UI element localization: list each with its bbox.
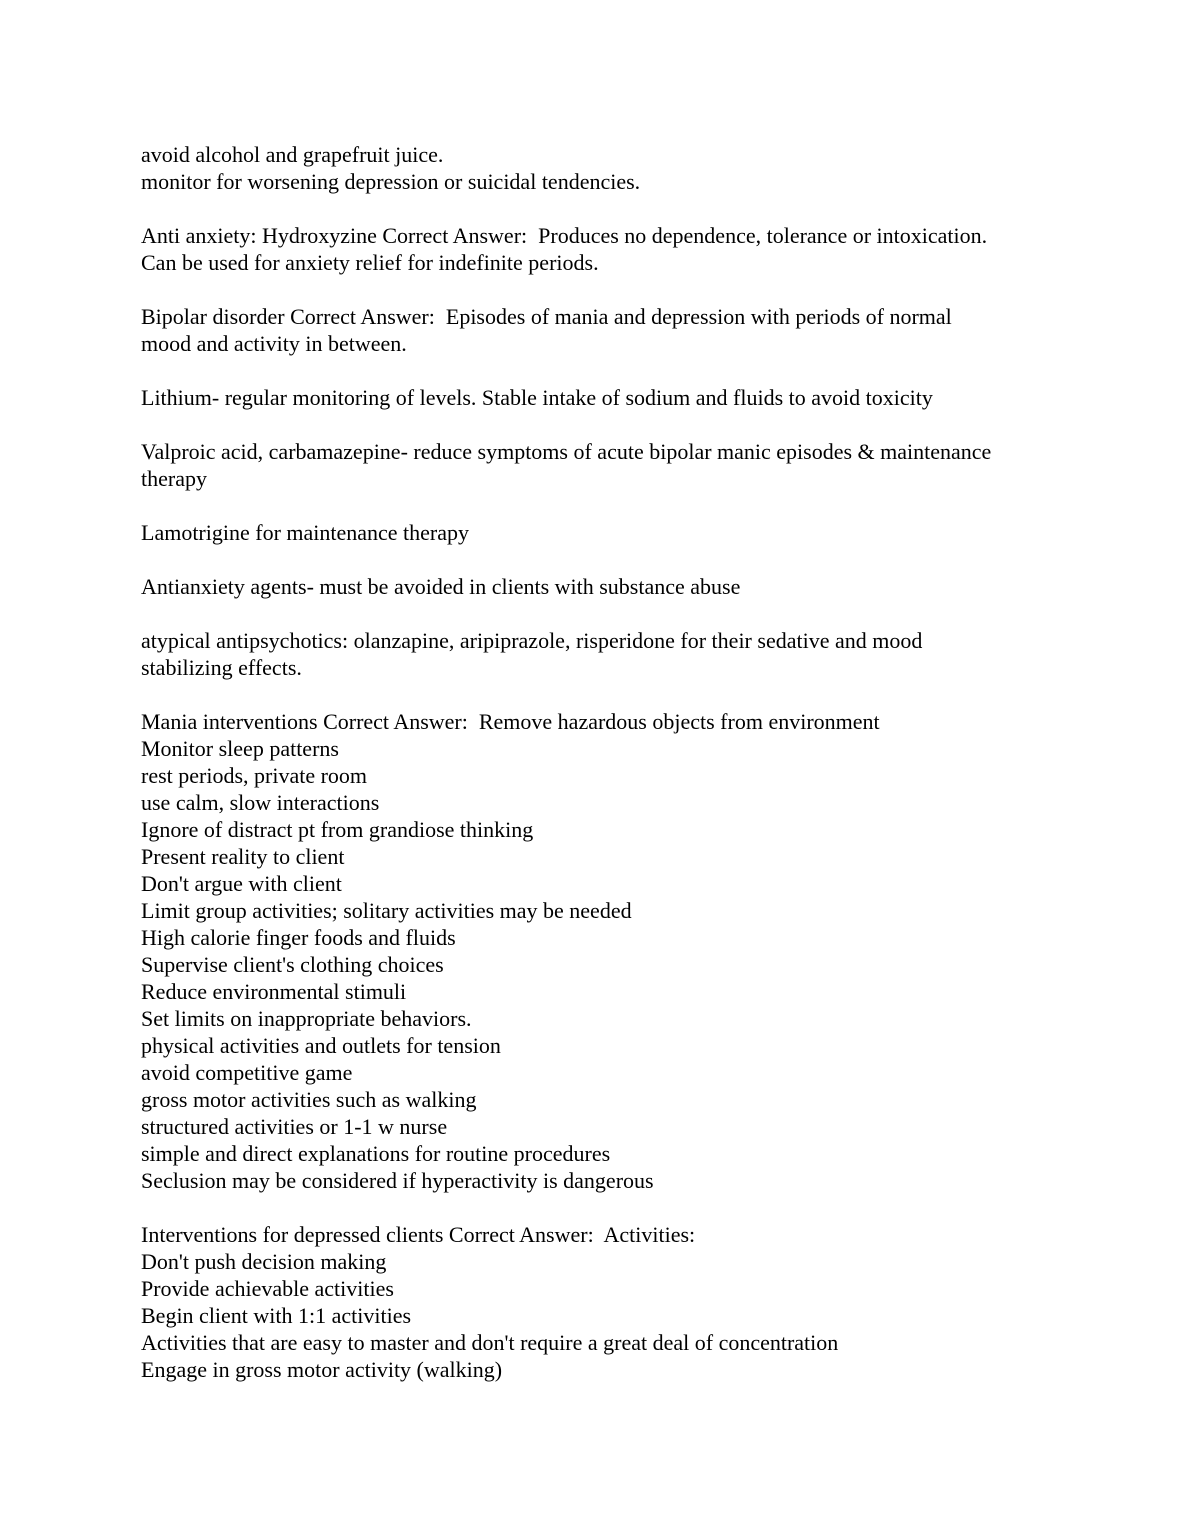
paragraph [141, 627, 1101, 681]
paragraph [141, 1221, 1101, 1383]
text-line: Begin client with 1:1 activities [141, 1303, 412, 1328]
paragraph [141, 384, 1101, 411]
text-line: Antianxiety agents- must be avoided in clients with substance abuse [141, 574, 741, 599]
text-line: stabilizing effects. [141, 655, 302, 680]
text-line: High calorie finger foods and fluids [141, 925, 456, 950]
text-line: Engage in gross motor activity (walking) [141, 1357, 503, 1382]
text-line: mood and activity in between. [141, 331, 407, 356]
text-line: Reduce environmental stimuli [141, 979, 407, 1004]
text-line: physical activities and outlets for tension [141, 1033, 501, 1058]
text-line: Present reality to client [141, 844, 345, 869]
paragraph [141, 141, 1101, 195]
text-line: Activities that are easy to master and don't require a great deal of concentration [141, 1330, 839, 1355]
text-line: Don't push decision making [141, 1249, 387, 1274]
paragraph [141, 573, 1101, 600]
text-line: Bipolar disorder Correct Answer: Episodes of mania and depression with periods of normal [141, 304, 952, 329]
text-line: Mania interventions Correct Answer: Remove hazardous objects from environment [141, 709, 880, 734]
paragraph [141, 303, 1101, 357]
text-line: Monitor sleep patterns [141, 736, 339, 761]
text-line: simple and direct explanations for routine procedures [141, 1141, 611, 1166]
document-page [141, 141, 1101, 1410]
text-line: Anti anxiety: Hydroxyzine Correct Answer: Produces no dependence, tolerance or intoxication. [141, 223, 988, 248]
text-line: rest periods, private room [141, 763, 368, 788]
text-line: structured activities or 1-1 w nurse [141, 1114, 448, 1139]
text-line: gross motor activities such as walking [141, 1087, 477, 1112]
text-line: Interventions for depressed clients Correct Answer: Activities: [141, 1222, 696, 1247]
text-line: Lithium- regular monitoring of levels. Stable intake of sodium and fluids to avoid toxicity [141, 385, 933, 410]
text-line: Valproic acid, carbamazepine- reduce symptoms of acute bipolar manic episodes & maintenance [141, 439, 992, 464]
text-line: Limit group activities; solitary activities may be needed [141, 898, 632, 923]
text-line: avoid competitive game [141, 1060, 353, 1085]
text-line: Seclusion may be considered if hyperactivity is dangerous [141, 1168, 654, 1193]
paragraph [141, 222, 1101, 276]
text-line: Provide achievable activities [141, 1276, 394, 1301]
text-line: Supervise client's clothing choices [141, 952, 444, 977]
text-line: monitor for worsening depression or suicidal tendencies. [141, 169, 641, 194]
text-line: Lamotrigine for maintenance therapy [141, 520, 470, 545]
text-line: atypical antipsychotics: olanzapine, aripiprazole, risperidone for their sedative and mood [141, 628, 923, 653]
paragraph [141, 519, 1101, 546]
text-line: therapy [141, 466, 207, 491]
text-line: Don't argue with client [141, 871, 342, 896]
paragraph [141, 438, 1101, 492]
text-line: avoid alcohol and grapefruit juice. [141, 142, 444, 167]
text-line: Can be used for anxiety relief for indefinite periods. [141, 250, 599, 275]
text-line: Set limits on inappropriate behaviors. [141, 1006, 472, 1031]
text-line: use calm, slow interactions [141, 790, 380, 815]
text-line: Ignore of distract pt from grandiose thinking [141, 817, 534, 842]
paragraph [141, 708, 1101, 1194]
